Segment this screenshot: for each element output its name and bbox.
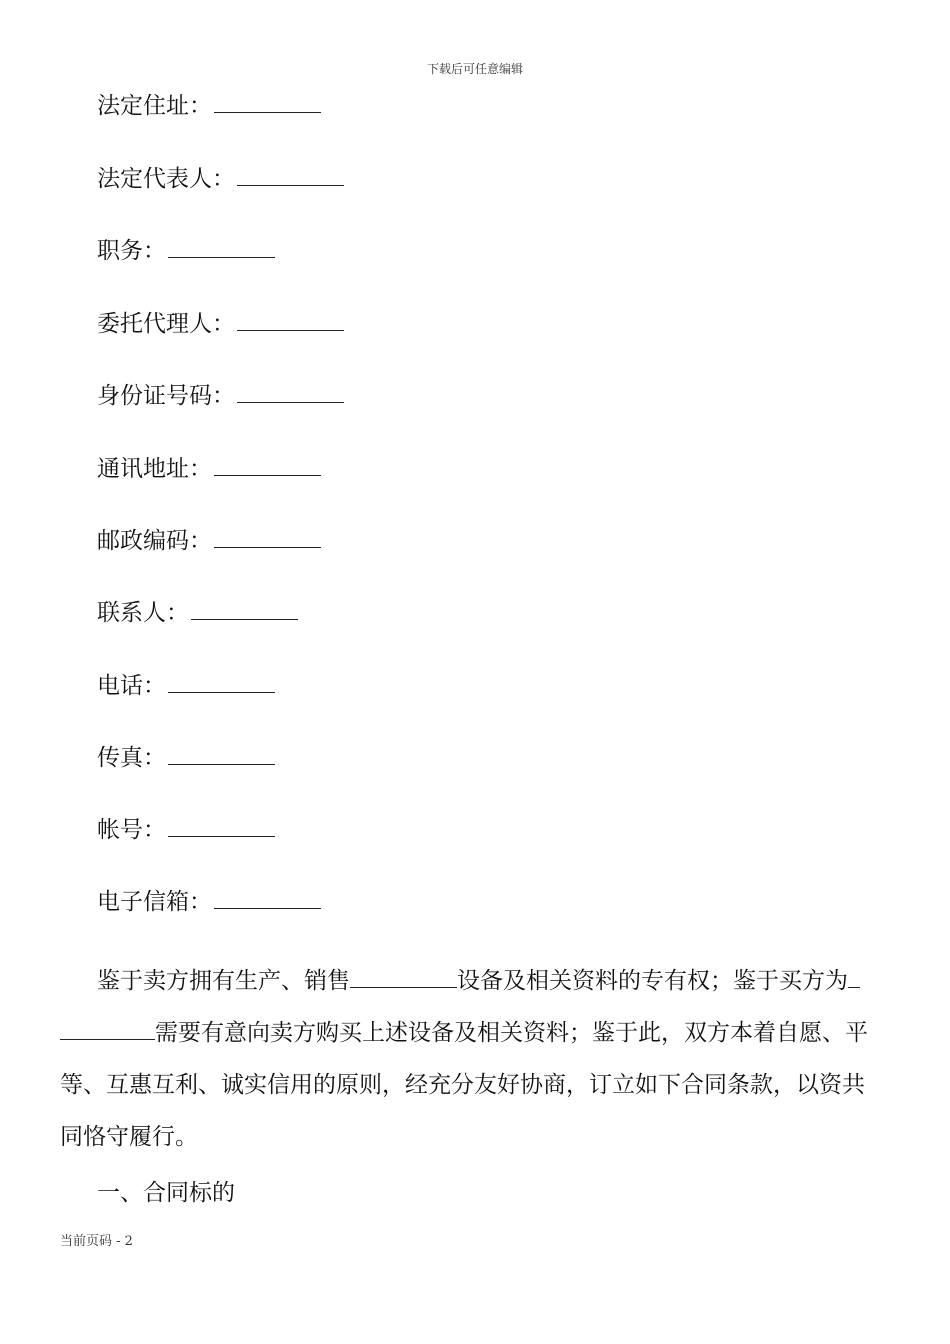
- fill-blank: [214, 453, 321, 476]
- fill-blank: [237, 163, 344, 186]
- field-label: 传真：: [97, 745, 166, 771]
- field-contact-person: [97, 597, 298, 628]
- recital-text-3: 需要有意向卖方购买上述设备及相关资料；鉴于此，双方本着自愿、平等、互惠互利、诚实信用的原则，经充分友好协商，订立如下合同条款，以资共同恪守履行。: [60, 1020, 868, 1150]
- field-id-number: [97, 380, 344, 411]
- field-label: 联系人：: [97, 600, 189, 626]
- fill-blank: [214, 525, 321, 548]
- fill-blank: [60, 1017, 155, 1040]
- field-label: 法定代表人：: [97, 166, 235, 192]
- fill-blank: [168, 235, 275, 258]
- fill-blank: [237, 380, 344, 403]
- field-label: 职务：: [97, 238, 166, 264]
- fill-blank: [168, 742, 275, 765]
- field-phone: [97, 670, 275, 701]
- fill-blank: [214, 886, 321, 909]
- field-email: [97, 886, 321, 917]
- recital-text-1: 鉴于卖方拥有生产、销售: [97, 968, 350, 994]
- fill-blank: [168, 814, 275, 837]
- fill-blank: [214, 90, 321, 113]
- fill-blank: [168, 670, 275, 693]
- field-label: 邮政编码：: [97, 528, 212, 554]
- fill-blank: [191, 597, 298, 620]
- section-heading: 一、合同标的: [97, 1180, 235, 1206]
- fill-blank: [350, 965, 457, 988]
- field-authorized-agent: [97, 308, 344, 339]
- fill-blank: [848, 965, 860, 988]
- field-mailing-address: [97, 453, 321, 484]
- page-footer: 当前页码 - 2: [60, 1234, 133, 1249]
- field-legal-address: [97, 90, 321, 121]
- page-header: 下载后可任意编辑: [426, 62, 523, 76]
- field-label: 电子信箱：: [97, 889, 212, 915]
- field-label: 委托代理人：: [97, 311, 235, 337]
- field-account: [97, 814, 275, 845]
- field-fax: [97, 742, 275, 773]
- field-position: [97, 235, 275, 266]
- recital-paragraph: [60, 955, 880, 1163]
- field-label: 电话：: [97, 673, 166, 699]
- field-postal-code: [97, 525, 321, 556]
- field-label: 帐号：: [97, 817, 166, 843]
- field-label: 身份证号码：: [97, 383, 235, 409]
- fill-blank: [237, 308, 344, 331]
- field-legal-representative: [97, 163, 344, 194]
- field-label: 通讯地址：: [97, 456, 212, 482]
- field-label: 法定住址：: [97, 93, 212, 119]
- recital-text-2: 设备及相关资料的专有权；鉴于买方为: [457, 968, 848, 994]
